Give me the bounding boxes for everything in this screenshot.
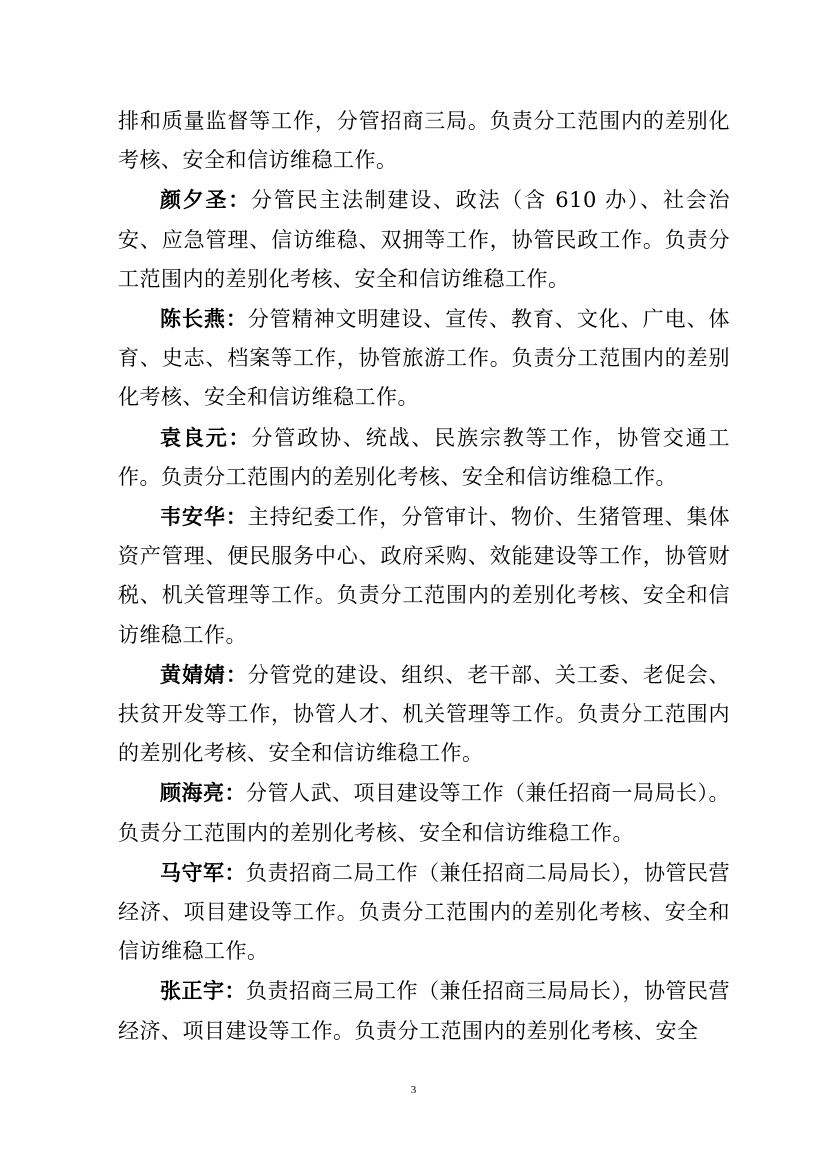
- paragraph-text: 负责招商三局工作（兼任招商三局局长），协管民营经济、项目建设等工作。负责分工范围内的差别化考核、安全: [118, 979, 730, 1043]
- paragraph-text: 分管党的建设、组织、老干部、关工委、老促会、扶贫开发等工作，协管人才、机关管理等工作。负责分工范围内的差别化考核、安全和信访维稳工作。: [118, 662, 731, 766]
- paragraph-text: 分管民主法制建设、政法（含 610 办）、社会治安、应急管理、信访维稳、双拥等工作，协管民政工作。负责分工范围内的差别化考核、安全和信访维稳工作。: [118, 188, 730, 291]
- paragraph-text: 分管政协、统战、民族宗教等工作，协管交通工作。负责分工范围内的差别化考核、安全和信访维稳工作。: [118, 425, 731, 489]
- paragraph-text: 负责招商二局工作（兼任招商二局局长），协管民营经济、项目建设等工作。负责分工范围内的差别化考核、安全和信访维稳工作。: [118, 860, 730, 964]
- paragraph-yan-xisheng: [118, 180, 730, 299]
- paragraph-ma-shoujun: [118, 853, 730, 972]
- paragraph-gu-hailiang: [118, 773, 730, 852]
- person-name: 陈长燕：: [160, 306, 248, 332]
- paragraph-zhang-zhengyu: [118, 971, 730, 1050]
- paragraph-text: 分管精神文明建设、宣传、教育、文化、广电、体育、史志、档案等工作，协管旅游工作。负责分工范围内的差别化考核、安全和信访维稳工作。: [118, 307, 731, 410]
- paragraph-yuan-liangyuan: [118, 418, 730, 497]
- paragraph-text: 排和质量监督等工作，分管招商三局。负责分工范围内的差别化考核、安全和信访维稳工作。: [118, 109, 730, 173]
- page-number: 3: [410, 1084, 417, 1096]
- person-name: 马守军：: [160, 859, 246, 885]
- person-name: 袁良元：: [160, 424, 252, 450]
- paragraph-wei-anhua: [118, 497, 730, 655]
- person-name: 顾海亮：: [160, 780, 246, 806]
- paragraph-text: 主持纪委工作，分管审计、物价、生猪管理、集体资产管理、便民服务中心、政府采购、效能建设等工作，协管财税、机关管理等工作。负责分工范围内的差别化考核、安全和信访维稳工作。: [118, 505, 731, 647]
- paragraph-huang-jingjing: [118, 655, 730, 774]
- paragraph-chen-changyan: [118, 299, 730, 418]
- person-name: 颜夕圣：: [160, 187, 252, 213]
- person-name: 张正宇：: [160, 978, 246, 1004]
- document-body: [118, 102, 730, 1051]
- person-name: 韦安华：: [160, 504, 248, 530]
- paragraph-continued: [118, 102, 730, 180]
- person-name: 黄婧婧：: [160, 661, 248, 687]
- paragraph-text: 分管人武、项目建设等工作（兼任招商一局局长）。负责分工范围内的差别化考核、安全和信访维稳工作。: [118, 781, 730, 845]
